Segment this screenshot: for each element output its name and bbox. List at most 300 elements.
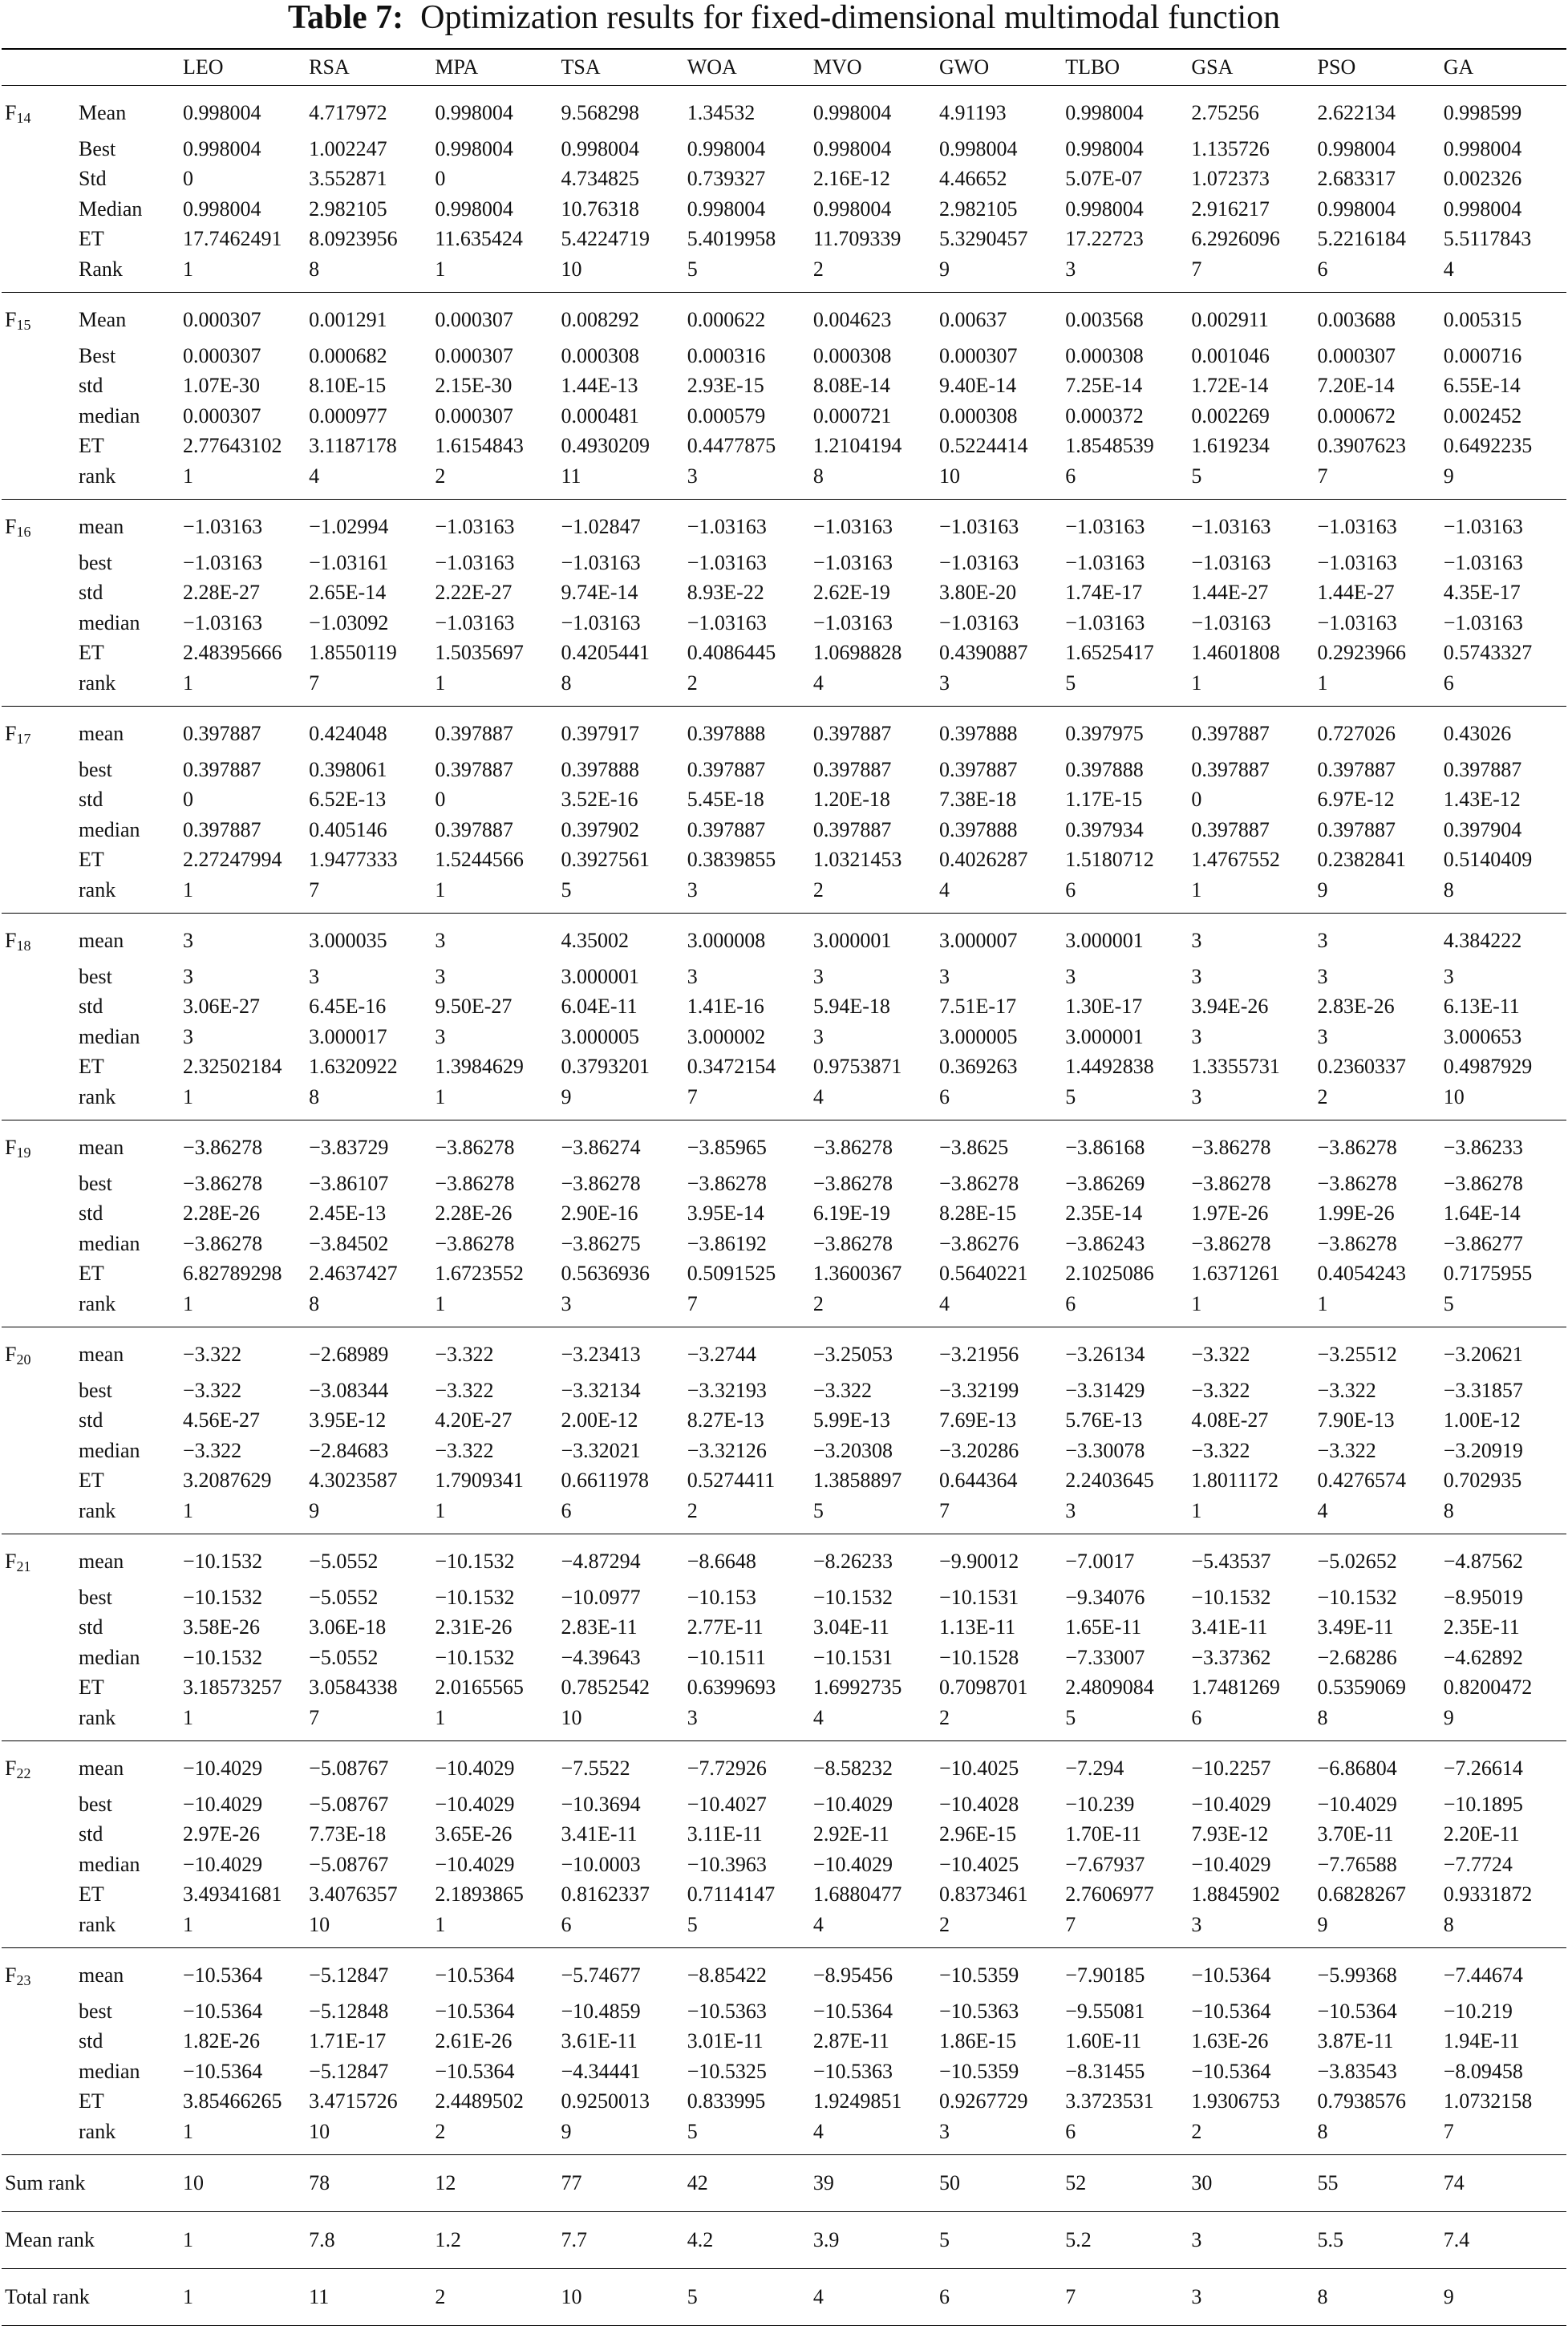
value-cell: 3.3723531 [1065,2089,1154,2113]
function-block [2,1948,1566,2155]
table-row [2,1703,1566,1741]
value-cell: 2.83E-11 [561,1615,638,1639]
value-cell: 3 [1062,254,1188,293]
value-cell: 3 [812,1024,824,1048]
value-cell: 1 [1188,1289,1314,1327]
value-cell: 0.998004 [435,101,513,124]
value-cell: 0.397887 [1443,757,1522,781]
value-cell: −7.72926 [687,1757,767,1780]
value-cell: −3.20919 [1443,1438,1523,1462]
table-row [2,875,1566,914]
table-row [2,500,1566,548]
value-cell: 1 [180,254,306,293]
value-cell: 1.5244566 [435,848,524,871]
function-block [2,293,1566,500]
value-cell: 0.3839855 [687,848,776,871]
value-cell: 0.397887 [1191,817,1270,841]
value-cell: 1.00E-12 [1443,1408,1521,1432]
value-cell: 8 [1440,875,1566,914]
function-label [2,707,75,755]
value-cell: 6 [558,1496,684,1534]
value-cell: 3.95E-14 [687,1201,764,1225]
summary-value: 9 [1440,2269,1566,2326]
value-cell: 2 [810,1289,936,1327]
value-cell: −10.5364 [435,2059,515,2083]
value-cell: 1 [432,1496,557,1534]
function-index: 23 [16,1972,31,1988]
value-cell: 2.32502184 [183,1055,282,1078]
value-cell: 1.64E-14 [1443,1201,1521,1225]
value-cell: 9.568298 [561,101,640,124]
value-cell: 3.000007 [939,929,1018,952]
value-cell: −10.4029 [435,1852,515,1876]
stat-label: rank [75,1496,180,1534]
function-label [2,1198,75,1229]
summary-value: 50 [936,2155,1062,2212]
value-cell: −3.86277 [1443,1231,1523,1255]
value-cell: 0.000307 [435,343,513,367]
table-row [2,991,1566,1022]
stat-label: median [79,610,140,634]
value-cell: 2.96E-15 [939,1822,1017,1846]
value-cell: 2.16E-12 [812,167,890,190]
value-cell: −1.03163 [1191,610,1271,634]
value-cell: 0.000308 [812,343,892,367]
function-label [2,254,75,293]
value-cell: −3.322 [183,1378,242,1402]
value-cell: 1.8548539 [1065,434,1154,457]
value-cell: −5.08767 [309,1792,389,1816]
value-cell: 0.5224414 [939,434,1028,457]
value-cell: 2.4489502 [435,2089,524,2113]
value-cell: −3.8625 [939,1136,1009,1159]
stat-label: Mean [79,308,127,331]
value-cell: 6 [1062,461,1188,500]
value-cell: 1 [180,875,306,914]
table-row [2,1289,1566,1327]
value-cell: −1.03163 [1317,515,1397,538]
stat-label: std [79,2029,103,2052]
table-row [2,1582,1566,1613]
value-cell: −7.294 [1065,1757,1124,1780]
value-cell: −1.03163 [561,610,641,634]
stat-label: rank [75,668,180,707]
value-cell: 4 [936,875,1062,914]
value-cell: 0.998004 [1065,101,1144,124]
value-cell: 0.397934 [1065,817,1144,841]
value-cell: −10.1532 [435,1645,515,1669]
value-cell: 0.998004 [435,136,513,160]
function-label [2,1289,75,1327]
column-header: MVO [810,49,936,86]
value-cell: 3.85466265 [183,2089,282,2113]
function-label [2,2117,75,2155]
value-cell: −10.1895 [1443,1792,1523,1816]
value-cell: 3.41E-11 [561,1822,638,1846]
stat-label: median [79,2059,140,2083]
summary-value: 7 [1062,2269,1188,2326]
value-cell: −3.85965 [687,1136,767,1159]
value-cell: 0.003568 [1065,308,1144,331]
summary-value: 5.2 [1062,2212,1188,2269]
value-cell: −10.5363 [939,1999,1019,2023]
value-cell: −3.26134 [1065,1343,1145,1366]
value-cell: 5 [1062,1703,1188,1741]
stat-label: median [79,1231,140,1255]
value-cell: 7 [1062,1910,1188,1948]
stat-label: Std [79,167,107,190]
table-row [2,401,1566,432]
value-cell: −1.03161 [309,550,389,574]
value-cell: −4.62892 [1443,1645,1523,1669]
function-block [2,1741,1566,1948]
value-cell: 1 [180,1496,306,1534]
value-cell: 0.7852542 [561,1676,650,1699]
value-cell: 1.97E-26 [1191,1201,1269,1225]
value-cell: 8 [306,1289,432,1327]
summary-value: 78 [306,2155,432,2212]
value-cell: −3.86243 [1065,1231,1145,1255]
function-block [2,914,1566,1120]
value-cell: −5.12847 [309,1963,389,1987]
value-cell: −10.5364 [1191,1999,1271,2023]
value-cell: 0.998004 [183,197,261,221]
value-cell: 0.000682 [309,343,387,367]
value-cell: 6 [1062,2117,1188,2155]
value-cell: 3.58E-26 [183,1615,261,1639]
value-cell: 4.717972 [309,101,387,124]
value-cell: −10.4029 [1191,1792,1271,1816]
value-cell: 7.93E-12 [1191,1822,1269,1846]
value-cell: 6 [1440,668,1566,707]
value-cell: −10.4029 [812,1792,893,1816]
value-cell: −3.86278 [687,1171,767,1195]
function-block [2,86,1566,293]
value-cell: 0.43026 [1443,722,1512,745]
function-label [2,1612,75,1643]
function-index: 15 [16,317,31,333]
table-row [2,1948,1566,1996]
value-cell: −3.86168 [1065,1136,1145,1159]
value-cell: −7.90185 [1065,1963,1145,1987]
stat-label: rank [75,461,180,500]
value-cell: −7.76588 [1317,1852,1397,1876]
function-label [2,638,75,668]
value-cell: 7 [684,1082,810,1120]
value-cell: −1.03163 [1443,550,1523,574]
value-cell: 3 [435,929,446,952]
value-cell: 3.000005 [939,1024,1018,1048]
value-cell: 1.6992735 [812,1676,902,1699]
value-cell: 5.5117843 [1443,227,1532,250]
value-cell: 1 [180,461,306,500]
value-cell: 4 [1440,254,1566,293]
function-index: 16 [16,524,31,540]
value-cell: 1.3600367 [812,1262,902,1285]
value-cell: 2.28E-26 [183,1201,261,1225]
value-cell: 9.74E-14 [561,581,638,604]
value-cell: −7.26614 [1443,1757,1523,1780]
value-cell: −3.86276 [939,1231,1019,1255]
table-row [2,638,1566,668]
value-cell: 0.3793201 [561,1055,650,1078]
value-cell: −3.86278 [435,1171,515,1195]
table-row [2,1258,1566,1289]
value-cell: 1.002247 [309,136,387,160]
value-cell: −10.5364 [183,2059,263,2083]
value-cell: −4.34441 [561,2059,641,2083]
value-cell: 1.9249851 [812,2089,902,2113]
table-row [2,1229,1566,1259]
value-cell: 1 [1188,875,1314,914]
value-cell: 0.9267729 [939,2089,1028,2113]
value-cell: 8 [1440,1910,1566,1948]
function-label [2,1996,75,2027]
table-row [2,1022,1566,1052]
value-cell: 6.55E-14 [1443,374,1521,397]
value-cell: −3.21956 [939,1343,1019,1366]
value-cell: −10.4029 [812,1852,893,1876]
value-cell: 8.27E-13 [687,1408,764,1432]
function-label [2,134,75,164]
function-label [2,1465,75,1496]
summary-value: 8 [1315,2269,1440,2326]
value-cell: 0.369263 [939,1055,1018,1078]
value-cell: −3.322 [435,1343,494,1366]
value-cell: 0 [183,167,193,190]
table-row [2,577,1566,608]
value-cell: 0.000672 [1317,403,1396,428]
value-cell: 1.99E-26 [1317,1201,1395,1225]
function-label [2,1169,75,1199]
value-cell: 3.65E-26 [435,1822,513,1846]
value-cell: 1.65E-11 [1065,1615,1142,1639]
value-cell: 0.397887 [435,757,513,781]
value-cell: 3.1187178 [309,434,397,457]
value-cell: −2.84683 [309,1438,389,1462]
value-cell: 2.61E-26 [435,2029,513,2052]
value-cell: 2.77E-11 [687,1615,764,1639]
value-cell: 0.9250013 [561,2089,650,2113]
table-row [2,2026,1566,2057]
value-cell: 5 [1440,1289,1566,1327]
value-cell: 0.3907623 [1317,434,1407,457]
value-cell: 0.998004 [812,197,892,221]
value-cell: 0.7114147 [687,1882,776,1906]
value-cell: 0.5359069 [1317,1676,1407,1699]
function-label [2,500,75,548]
value-cell: 4.3023587 [309,1469,398,1492]
value-cell: 0.4205441 [561,641,650,664]
value-cell: 8.93E-22 [687,581,764,604]
value-cell: 3.52E-16 [561,788,638,811]
value-cell: −3.322 [183,1438,242,1462]
value-cell: 10 [306,2117,432,2155]
stat-label: ET [79,227,104,250]
value-cell: −10.4029 [183,1852,263,1876]
value-cell: −7.0017 [1065,1550,1135,1573]
value-cell: 0 [435,167,446,190]
stat-label: mean [79,722,124,745]
value-cell: 0.002326 [1443,167,1522,190]
value-cell: −10.4025 [939,1852,1019,1876]
stat-label: std [79,581,103,604]
stat-label: std [79,374,103,397]
stat-label: median [79,1438,140,1462]
value-cell: −10.1511 [687,1645,766,1669]
stat-label: rank [75,1082,180,1120]
value-cell: 3.552871 [309,167,387,190]
value-cell: −1.03163 [687,515,767,538]
value-cell: −1.03163 [435,550,515,574]
value-cell: 8 [306,254,432,293]
value-cell: −3.23413 [561,1343,641,1366]
value-cell: 2 [936,1703,1062,1741]
value-cell: 1.43E-12 [1443,788,1521,811]
value-cell: 8 [810,461,936,500]
value-cell: −3.86278 [1191,1231,1271,1255]
value-cell: 0.397904 [1443,817,1522,841]
value-cell: 3 [1062,1496,1188,1534]
table-row [2,962,1566,992]
summary-value: 42 [684,2155,810,2212]
value-cell: −4.39643 [561,1645,641,1669]
stat-label: ET [79,641,104,664]
table-row [2,134,1566,164]
value-cell: 3.41E-11 [1191,1615,1268,1639]
value-cell: 0.998004 [687,197,766,221]
summary-value: 7.4 [1440,2212,1566,2269]
value-cell: −8.85422 [687,1963,767,1987]
value-cell: 0.002911 [1191,308,1269,331]
value-cell: 3.4715726 [309,2089,398,2113]
value-cell: 8.10E-15 [309,374,387,397]
value-cell: −1.03163 [687,550,767,574]
column-header: MPA [432,49,557,86]
value-cell: 0.998004 [183,136,261,160]
value-cell: 0.397975 [1065,722,1144,745]
value-cell: −5.43537 [1191,1550,1271,1573]
function-label [2,1879,75,1910]
function-label [2,1376,75,1406]
value-cell: 3 [684,1703,810,1741]
function-label [2,962,75,992]
value-cell: 3.000017 [309,1024,387,1048]
summary-value: 1.2 [432,2212,557,2269]
value-cell: 2.35E-11 [1443,1615,1520,1639]
value-cell: 0.2360337 [1317,1055,1407,1078]
value-cell: 11.635424 [435,227,523,250]
value-cell: −10.4029 [1191,1852,1271,1876]
value-cell: 2.982105 [309,197,387,221]
value-cell: −3.86278 [183,1231,263,1255]
stat-label: mean [79,929,124,952]
value-cell: −1.03163 [1443,515,1523,538]
value-cell: 0.9331872 [1443,1882,1533,1906]
value-cell: −1.03163 [939,515,1019,538]
value-cell: 6.82789298 [183,1262,282,1285]
value-cell: 2.28E-27 [183,581,261,604]
value-cell: 1.44E-13 [561,374,638,397]
function-label [2,755,75,785]
value-cell: 0.7098701 [939,1676,1028,1699]
value-cell: −5.02652 [1317,1550,1397,1573]
column-header: TSA [558,49,684,86]
table-row [2,845,1566,875]
value-cell: 1 [1188,1496,1314,1534]
value-cell: 5 [684,2117,810,2155]
value-cell: 1.17E-15 [1065,788,1143,811]
value-cell: 0.397887 [1191,757,1270,781]
value-cell: −1.03092 [309,610,389,634]
value-cell: 1.4601808 [1191,641,1280,664]
stat-label: Best [79,343,116,367]
value-cell: 2.35E-14 [1065,1201,1143,1225]
value-cell: 1.41E-16 [687,995,764,1018]
value-cell: 4 [810,1703,936,1741]
value-cell: 3 [1191,1024,1202,1048]
value-cell: −3.86278 [1191,1136,1271,1159]
caption-text: Optimization results for fixed-dimensional multimodal function [420,0,1281,36]
value-cell: 0.397887 [812,722,892,745]
function-label [2,914,75,962]
value-cell: −1.03163 [687,610,767,634]
function-label [2,1850,75,1880]
value-cell: 1.6371261 [1191,1262,1280,1285]
value-cell: −8.26233 [812,1550,893,1573]
value-cell: −1.03163 [183,550,263,574]
value-cell: 0.5636936 [561,1262,650,1285]
table-row [2,1327,1566,1376]
summary-label: Sum rank [2,2155,180,2212]
value-cell: 1.70E-11 [1065,1822,1142,1846]
stat-label: rank [75,1289,180,1327]
value-cell: −10.5359 [939,2059,1019,2083]
table-row [2,194,1566,225]
caption-label: Table 7: [287,0,404,36]
value-cell: −10.5364 [1191,1963,1271,1987]
function-letter: F [5,1136,17,1159]
value-cell: 1.86E-15 [939,2029,1017,2052]
value-cell: 0.3927561 [561,848,650,871]
value-cell: 3 [939,964,950,988]
value-cell: 0.5743327 [1443,641,1533,664]
value-cell: −10.153 [687,1585,756,1609]
value-cell: 8 [558,668,684,707]
function-label [2,1703,75,1741]
value-cell: 17.22723 [1065,227,1144,250]
value-cell: −1.03163 [812,515,893,538]
summary-block [2,2269,1566,2326]
value-cell: 1 [432,1289,557,1327]
table-row [2,1672,1566,1703]
value-cell: 8 [1440,1496,1566,1534]
function-letter: F [5,101,17,124]
value-cell: 3.06E-27 [183,995,261,1018]
function-label [2,845,75,875]
function-label [2,1120,75,1169]
value-cell: −1.03163 [939,610,1019,634]
summary-value: 30 [1188,2155,1314,2212]
value-cell: 3.000001 [561,964,640,988]
value-cell: −10.5364 [435,1963,515,1987]
value-cell: 0.405146 [309,817,387,841]
value-cell: −10.5364 [1191,2059,1271,2083]
value-cell: 2.92E-11 [812,1822,889,1846]
value-cell: 0.4026287 [939,848,1028,871]
function-label [2,1052,75,1082]
function-label [2,2057,75,2087]
